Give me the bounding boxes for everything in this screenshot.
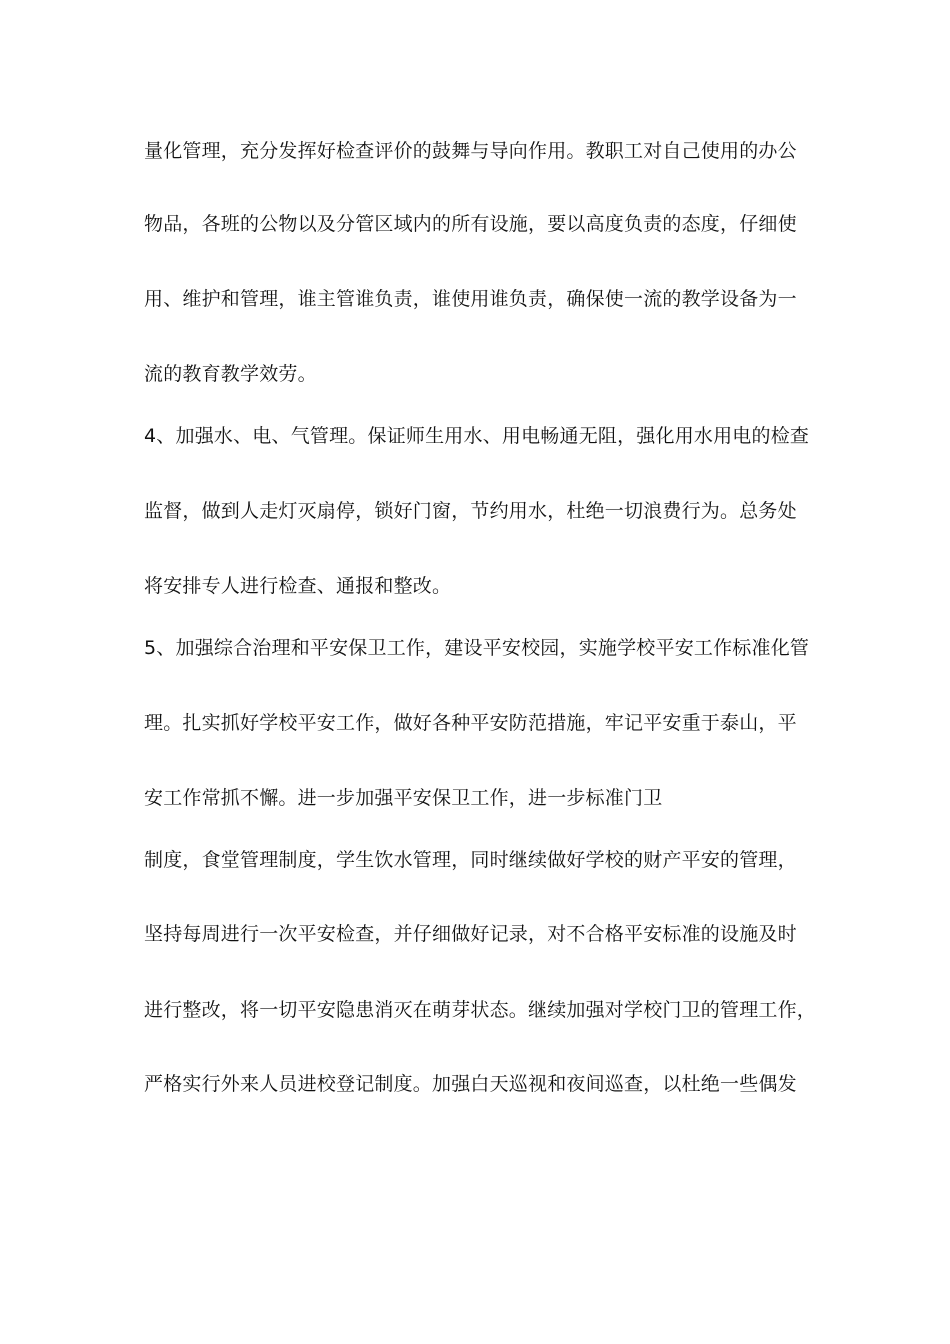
- paragraph-line: 理。扎实抓好学校平安工作，做好各种平安防范措施，牢记平安重于泰山，平: [144, 712, 797, 734]
- paragraph-line: 监督，做到人走灯灭扇停，锁好门窗，节约用水，杜绝一切浪费行为。总务处: [144, 500, 797, 522]
- paragraph-line: 流的教育教学效劳。: [144, 363, 317, 385]
- paragraph-line: 物品，各班的公物以及分管区域内的所有设施，要以高度负责的态度，仔细使: [144, 213, 797, 235]
- paragraph-line: 严格实行外来人员进校登记制度。加强白天巡视和夜间巡查，以杜绝一些偶发: [144, 1073, 797, 1095]
- paragraph-line: 进行整改，将一切平安隐患消灭在萌芽状态。继续加强对学校门卫的管理工作，: [144, 999, 817, 1021]
- paragraph-line: 5、加强综合治理和平安保卫工作，建设平安校园，实施学校平安工作标准化管: [144, 637, 810, 659]
- paragraph-line: 坚持每周进行一次平安检查，并仔细做好记录，对不合格平安标准的设施及时: [144, 923, 797, 945]
- paragraph-line: 量化管理，充分发挥好检查评价的鼓舞与导向作用。教职工对自己使用的办公: [144, 140, 797, 162]
- paragraph-line: 安工作常抓不懈。进一步加强平安保卫工作，进一步标准门卫: [144, 787, 663, 809]
- paragraph-line: 4、加强水、电、气管理。保证师生用水、用电畅通无阻，强化用水用电的检查: [144, 425, 810, 447]
- paragraph-line: 用、维护和管理，谁主管谁负责，谁使用谁负责，确保使一流的教学设备为一: [144, 288, 797, 310]
- paragraph-line: 将安排专人进行检查、通报和整改。: [144, 575, 452, 597]
- paragraph-line: 制度，食堂管理制度，学生饮水管理，同时继续做好学校的财产平安的管理，: [144, 849, 797, 871]
